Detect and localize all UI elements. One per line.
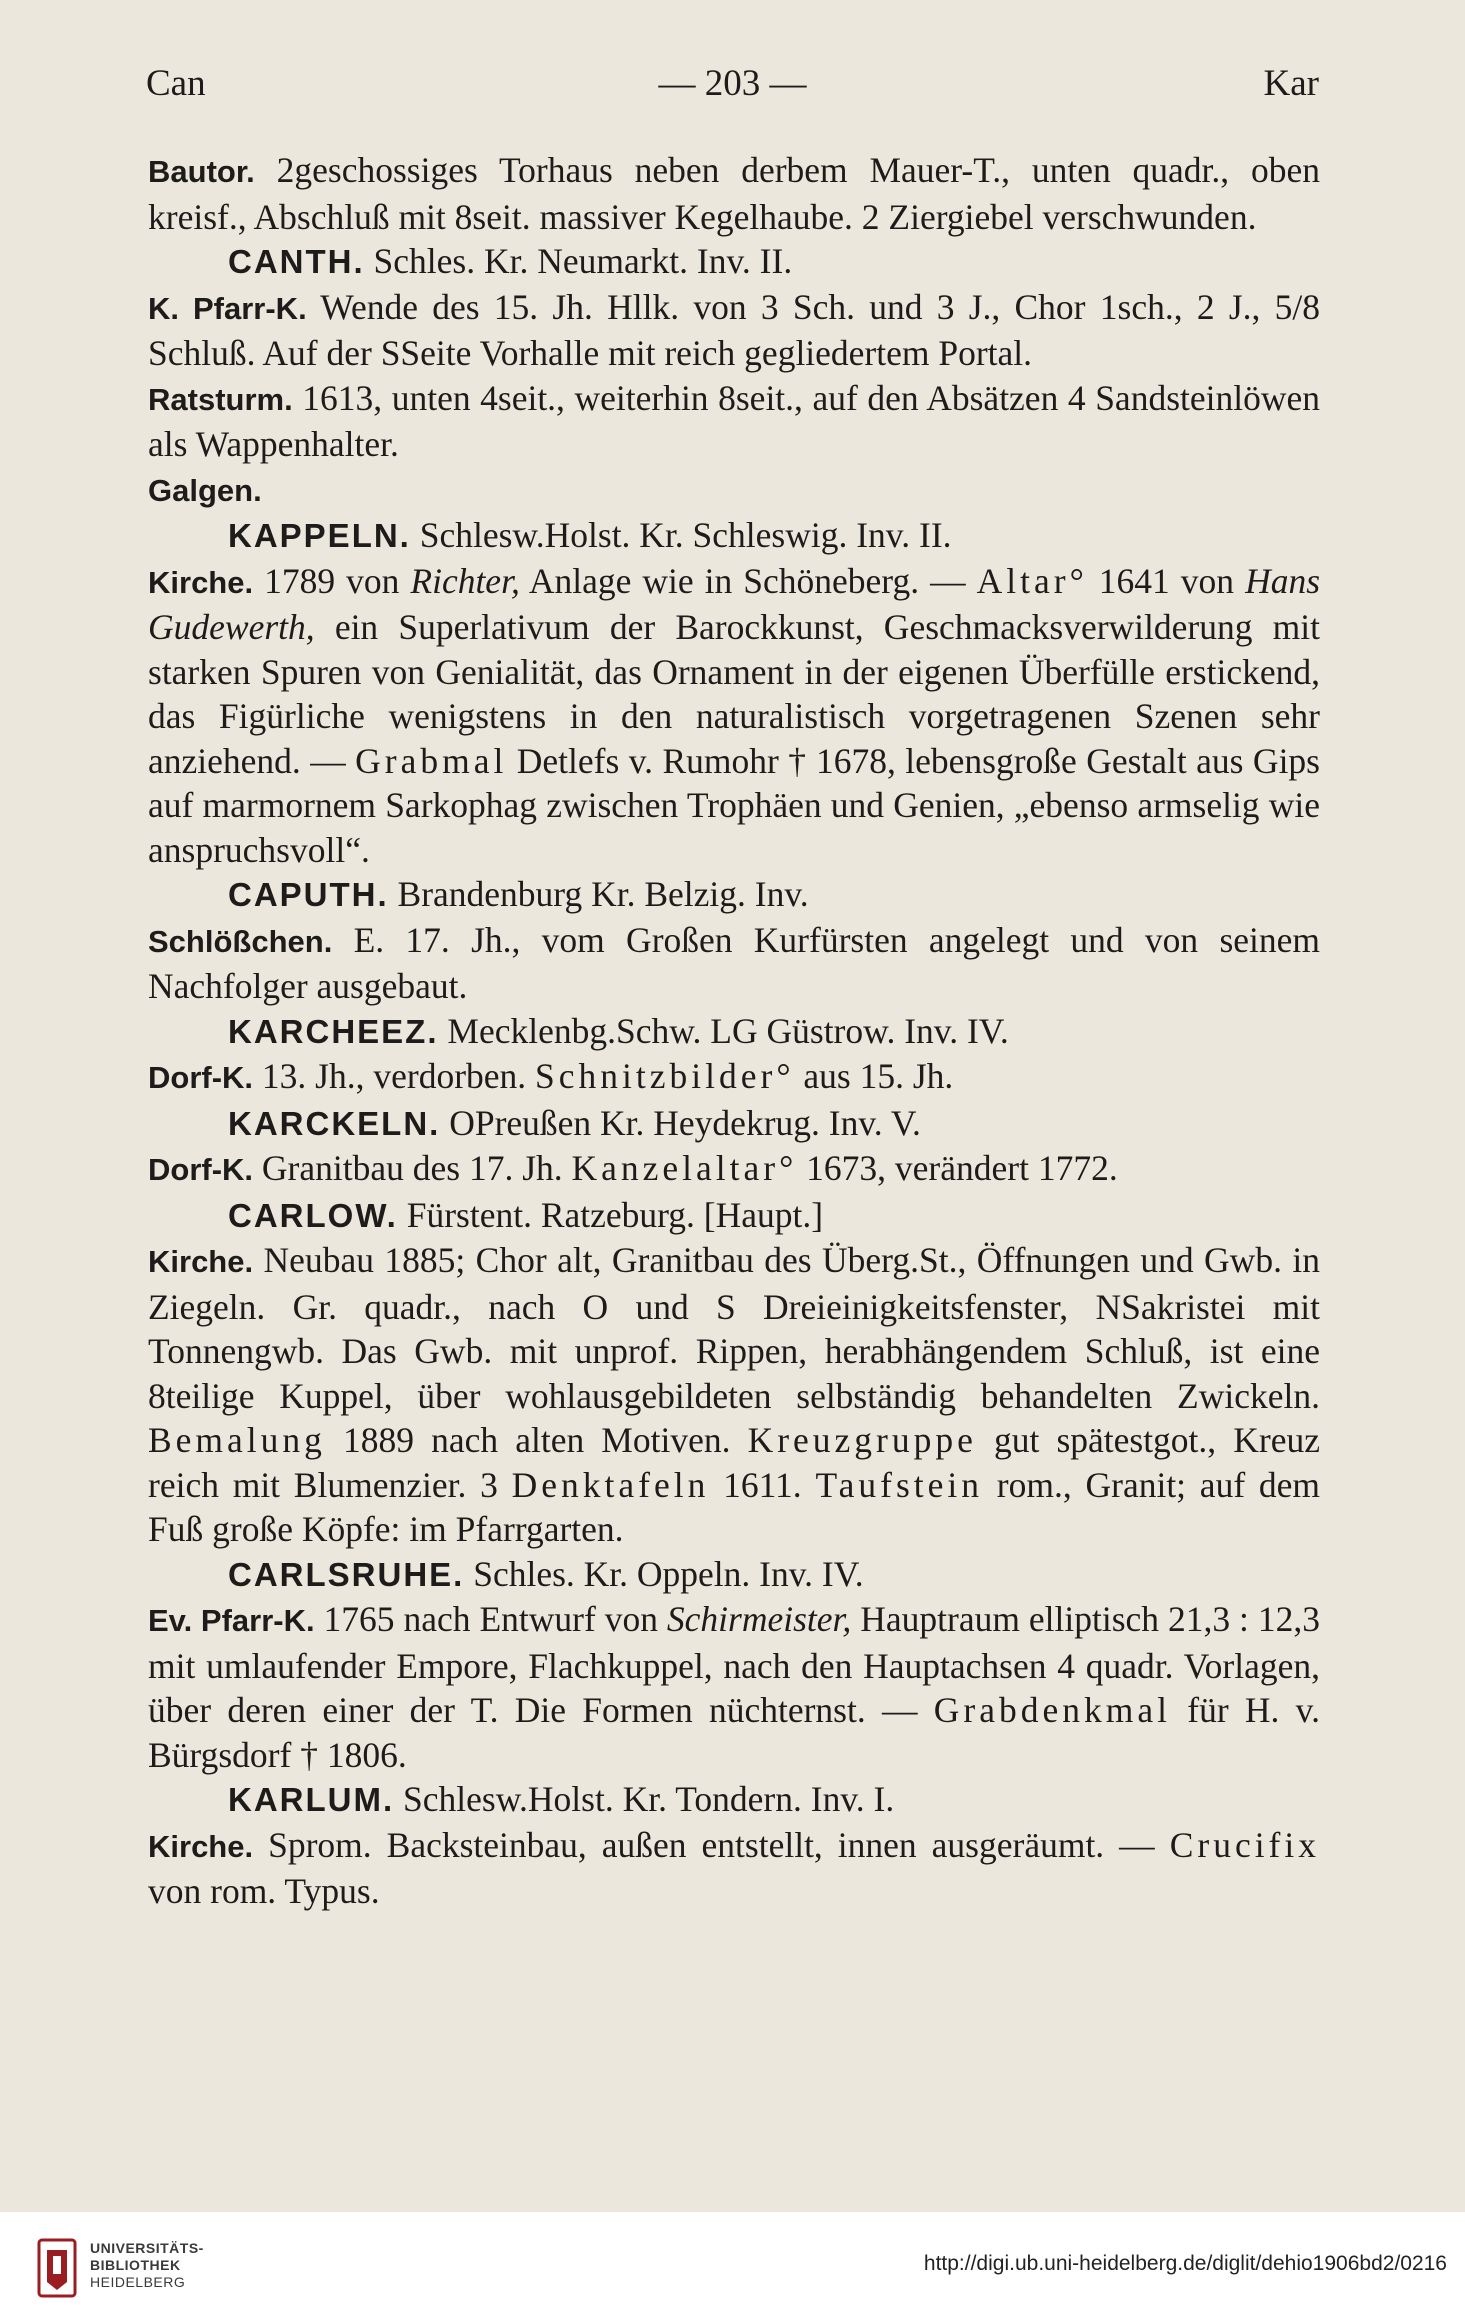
entry-lemma: Bautor. bbox=[148, 154, 255, 189]
place-details: Schlesw.Holst. Kr. Tondern. Inv. I. bbox=[394, 1779, 895, 1819]
place-heading bbox=[148, 1009, 1320, 1055]
object-term: Kreuzgruppe bbox=[747, 1420, 977, 1460]
artist-name: Richter, bbox=[410, 560, 520, 601]
object-term: Grabmal bbox=[355, 740, 508, 781]
entry-text: 2geschossiges Torhaus neben derbem Mauer-T., unten quadr., oben kreisf., Abschluß mit 8seit. massiver Kegelhaube. 2 Ziergiebel verschwunden. bbox=[148, 150, 1320, 237]
entry-text: für H. v. Bürgsdorf † 1806. bbox=[148, 1690, 1320, 1775]
place-heading bbox=[148, 1101, 1320, 1147]
place-heading bbox=[148, 1777, 1320, 1823]
place-name: KARCKELN. bbox=[228, 1104, 441, 1142]
place-name: KARLUM. bbox=[228, 1781, 395, 1818]
entry-text: 1673, verändert 1772. bbox=[797, 1148, 1118, 1188]
place-name: CANTH. bbox=[228, 243, 365, 280]
entry bbox=[148, 376, 1320, 467]
entry-lemma: Galgen. bbox=[148, 472, 262, 508]
place-heading bbox=[148, 513, 1320, 559]
place-name: CARLSRUHE. bbox=[228, 1555, 465, 1593]
place-heading bbox=[148, 239, 1320, 285]
entry bbox=[148, 1823, 1320, 1914]
object-term: Schnitzbilder° bbox=[535, 1056, 795, 1096]
entry bbox=[148, 918, 1320, 1009]
entry-lemma: Kirche. bbox=[148, 1828, 254, 1864]
place-name: KARCHEEZ. bbox=[228, 1012, 439, 1050]
object-term: Grabdenkmal bbox=[933, 1690, 1171, 1730]
entry bbox=[148, 1146, 1320, 1193]
library-name-line: BIBLIOTHEK bbox=[90, 2257, 181, 2273]
entry-text: 1889 nach alten Motiven. bbox=[325, 1420, 748, 1460]
place-name: CARLOW. bbox=[228, 1196, 398, 1234]
entry-lemma: Schlößchen. bbox=[148, 923, 333, 959]
place-details: Brandenburg Kr. Belzig. Inv. bbox=[388, 874, 809, 914]
entry bbox=[148, 1054, 1320, 1101]
entry-lemma: Ev. Pfarr-K. bbox=[148, 1603, 315, 1638]
entry-text: Sprom. Backsteinbau, außen entstellt, innen ausgeräumt. — bbox=[253, 1824, 1170, 1865]
artist-name: Schirmeister, bbox=[666, 1599, 852, 1639]
entry bbox=[148, 559, 1320, 873]
place-heading bbox=[148, 872, 1320, 918]
object-term: Kanzelaltar° bbox=[571, 1148, 798, 1188]
place-name: KAPPELN. bbox=[228, 517, 411, 554]
page-body bbox=[148, 148, 1320, 1914]
entry-lemma: Dorf-K. bbox=[148, 1152, 254, 1187]
place-heading bbox=[148, 1552, 1320, 1598]
entry-text: Anlage wie in Schöneberg. — bbox=[519, 560, 977, 601]
entry-lemma: Ratsturm. bbox=[148, 381, 293, 417]
place-details: OPreußen Kr. Heydekrug. Inv. V. bbox=[440, 1102, 921, 1143]
entry bbox=[148, 148, 1320, 239]
entry-lemma: K. Pfarr-K. bbox=[148, 290, 307, 326]
entry-text: Detlefs v. Rumohr † 1678, lebensgroße Gestalt aus Gips auf marmornem Sarkophag zwischen Trophäen und Genien, „ebenso armselig wie anspruchsvoll“. bbox=[148, 740, 1320, 870]
running-head bbox=[146, 62, 1319, 112]
entry-text: Hauptraum elliptisch 21,3 : 12,3 mit umlaufender Empore, Flachkuppel, nach den Hauptachsen 4 quadr. Vorlagen, über deren einer der T. Die Formen nüchternst. — bbox=[148, 1599, 1320, 1730]
entry-text: Granitbau des 17. Jh. bbox=[253, 1148, 572, 1188]
entry-text: rom., Granit; auf dem Fuß große Köpfe: im Pfarrgarten. bbox=[148, 1464, 1321, 1549]
library-name-line: HEIDELBERG bbox=[90, 2274, 186, 2290]
entry-text: 1611. bbox=[709, 1464, 816, 1505]
entry-text: gut spätestgot., Kreuz reich mit Blumenzier. 3 bbox=[148, 1420, 1320, 1505]
entry-text: 1789 von bbox=[253, 560, 411, 601]
place-details: Schlesw.Holst. Kr. Schleswig. Inv. II. bbox=[410, 515, 952, 555]
header-left-keyword: Can bbox=[146, 63, 206, 104]
page-number: — 203 — bbox=[658, 63, 807, 104]
place-name: CAPUTH. bbox=[228, 876, 389, 913]
entry bbox=[148, 285, 1320, 376]
entry-text: Neubau 1885; Chor alt, Granitbau des Überg.St., Öffnungen und Gwb. in Ziegeln. Gr. quadr., nach O und S Dreieinigkeitsfenster, NSakristei mit Tonnengwb. Das Gwb. mit unprof. Rippen, herabhängendem Schluß, ist eine 8teilige Kuppel, über wohlausgebildeten selbständig behandelten Zwickeln. bbox=[148, 1240, 1320, 1416]
place-heading bbox=[148, 1193, 1320, 1239]
entry-text: aus 15. Jh. bbox=[794, 1056, 954, 1096]
library-name bbox=[90, 2240, 204, 2291]
place-details: Schles. Kr. Neumarkt. Inv. II. bbox=[364, 241, 793, 281]
entry-lemma: Kirche. bbox=[148, 1244, 254, 1279]
place-details: Schles. Kr. Oppeln. Inv. IV. bbox=[464, 1553, 864, 1594]
header-right-keyword: Kar bbox=[1263, 63, 1319, 104]
object-term: Altar° bbox=[976, 560, 1088, 601]
entry-text: 1613, unten 4seit., weiterhin 8seit., auf den Absätzen 4 Sandsteinlöwen als Wappenhalter. bbox=[148, 377, 1320, 464]
entry-lemma: Kirche. bbox=[148, 564, 254, 600]
entry-text: E. 17. Jh., vom Großen Kurfürsten angelegt und von seinem Nachfolger ausgebaut. bbox=[148, 919, 1320, 1006]
entry-text: ein Superlativum der Barockkunst, Geschmacksverwilderung mit starken Spuren von Genialität, das Ornament in der eigenen Überfülle erstickend, das Figürliche wenigstens in den naturalistisch vorgetragenen Szenen sehr anziehend. — bbox=[148, 607, 1320, 781]
artist-name: Hans Gudewerth, bbox=[148, 560, 1321, 647]
entry-text: von rom. Typus. bbox=[148, 1871, 380, 1911]
object-term: Taufstein bbox=[815, 1464, 984, 1505]
permalink-url[interactable]: http://digi.ub.uni-heidelberg.de/diglit/dehio1906bd2/0216 bbox=[923, 2252, 1447, 2275]
place-details: Mecklenbg.Schw. LG Güstrow. Inv. IV. bbox=[438, 1010, 1009, 1051]
entry-text: Wende des 15. Jh. Hllk. von 3 Sch. und 3 J., Chor 1sch., 2 J., 5/8 Schluß. Auf der SSeite Vorhalle mit reich gegliedertem Portal. bbox=[148, 286, 1320, 373]
digitization-footer bbox=[0, 2212, 1465, 2320]
object-term: Crucifix bbox=[1169, 1824, 1320, 1865]
entry-text: 1765 nach Entwurf von bbox=[314, 1599, 667, 1639]
entry-lemma: Dorf-K. bbox=[148, 1060, 254, 1095]
entry bbox=[148, 467, 1320, 514]
library-name-line: UNIVERSITÄTS- bbox=[90, 2240, 204, 2256]
entry-text: 13. Jh., verdorben. bbox=[253, 1056, 536, 1096]
entry bbox=[148, 1597, 1320, 1777]
object-term: Denktafeln bbox=[511, 1464, 710, 1505]
object-term: Bemalung bbox=[148, 1420, 326, 1460]
library-seal-icon bbox=[36, 2238, 78, 2298]
entry bbox=[148, 1238, 1320, 1552]
entry-text: 1641 von bbox=[1087, 560, 1246, 601]
place-details: Fürstent. Ratzeburg. [Haupt.] bbox=[397, 1194, 824, 1235]
